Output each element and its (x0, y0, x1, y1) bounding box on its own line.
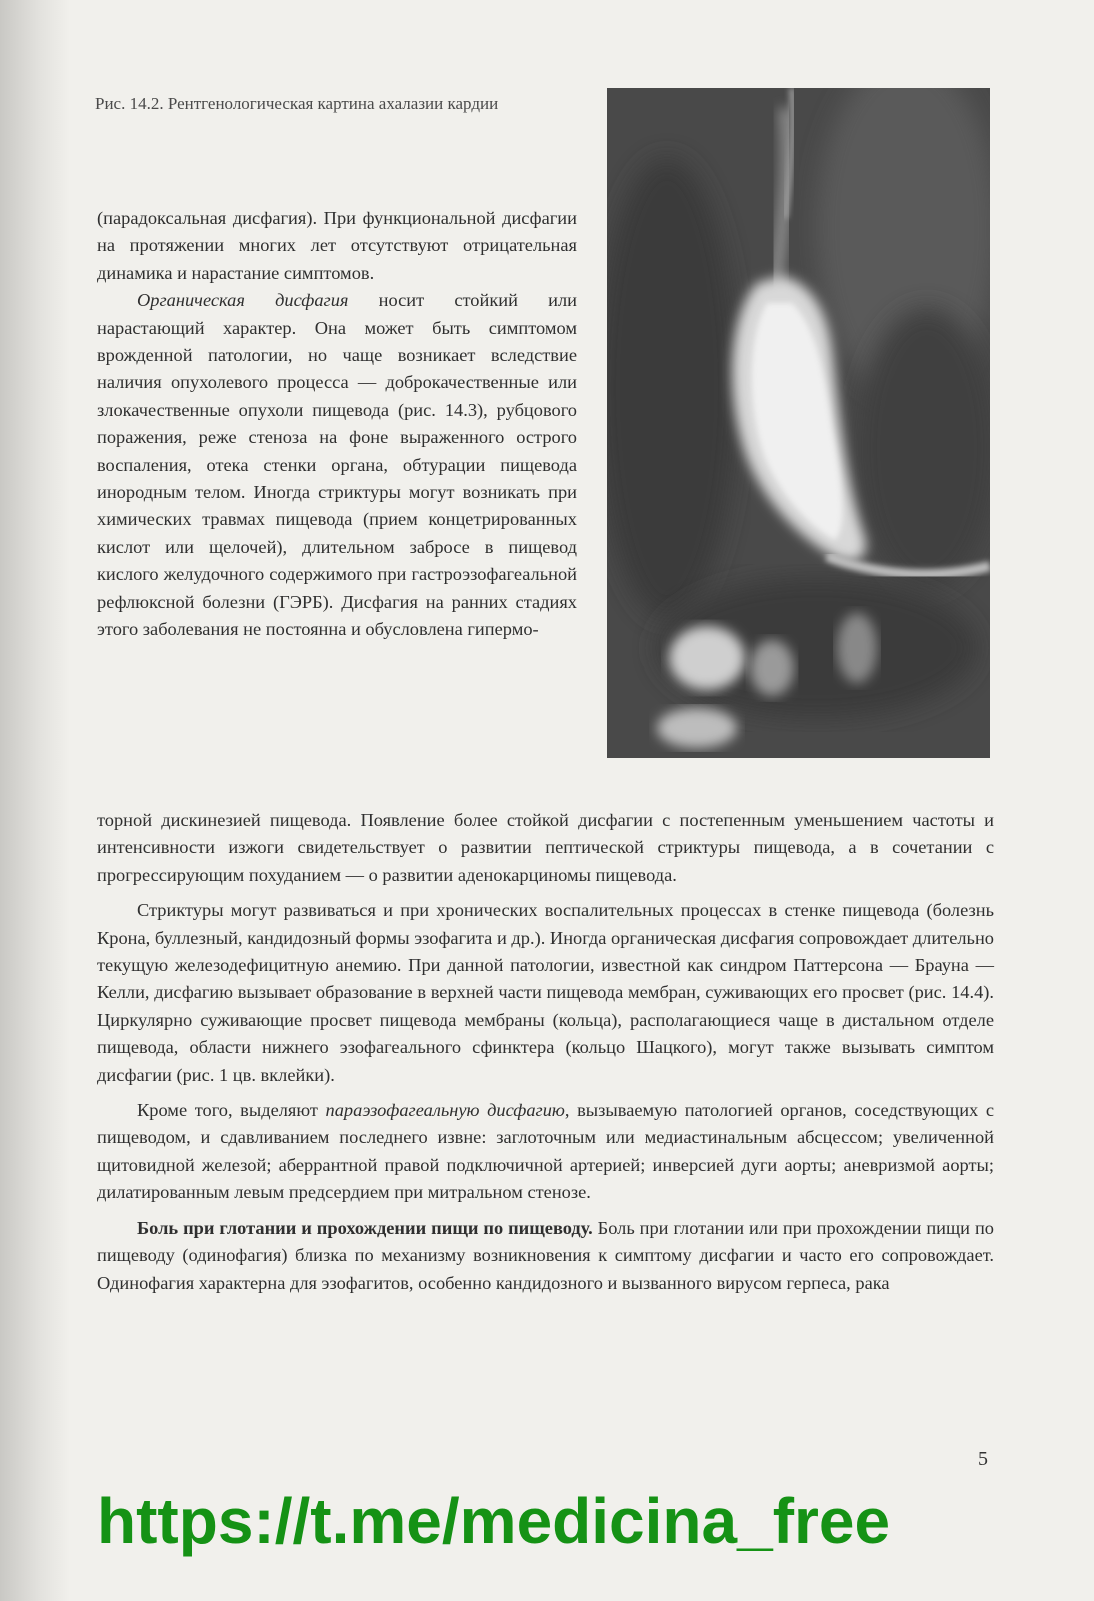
paragraph: Боль при глотании и прохождении пищи по пищеводу. Боль при глотании или при прохождении пищи по пищеводу (одинофагия) близка по механизму возникновения к симптому дисфагии и часто его сопровождает. Одинофагия характерна для эзофагитов, особенно кандидозного и вызванного вирусом герпеса, рака (97, 1217, 994, 1293)
term-italic: параэзофагеальную дисфагию (325, 1100, 565, 1121)
paragraph: Органическая дисфагия носит стойкий или нарастающий характер. Она может быть симптомом врожденной патологии, но чаще возникает вследствие наличия опухолевого процесса — доброкачественные или злокачественные опухоли пищевода (рис. 14.3), рубцового поражения, реже стеноза на фоне выраженного острого воспаления, отека стенки органа, обтурации пищевода инородным телом. Иногда стриктуры могут возникать при химических травмах пищевода (прием концетрированных кислот или щелочей), длительном забросе в пищевод кислого желудочного содержимого при гастроэзофагеальной рефлюксной болезни (ГЭРБ). Дисфагия на ранних стадиях этого заболевания не постоянна и обусловлена гипермо- (97, 290, 577, 640)
section-heading: Боль при глотании и прохождении пищи по пищеводу. (137, 1217, 593, 1238)
column-text (97, 205, 577, 644)
paragraph: Стриктуры могут развиваться и при хронических воспалительных процессах в стенке пищевода (болезнь Крона, буллезный, кандидозный формы эзофагита и др.). Иногда органическая дисфагия сопровождает длительно текущую железодефицитную анемию. При данной патологии, известной как синдром Паттерсона — Брауна — Келли, дисфагию вызывает образование в верхней части пищевода мембран, суживающих его просвет (рис. 14.4). Циркулярно суживающие просвет пищевода мембраны (кольца), располагающиеся чаще в дистальном отделе пищевода, области нижнего эзофагеального сфинктера (кольцо Шацкого), могут также вызывать симптом дисфагии (рис. 1 цв. вклейки). (97, 900, 994, 1085)
main-text (97, 807, 994, 1297)
page-number: 5 (978, 1448, 988, 1470)
paragraph: торной дискинезией пищевода. Появление более стойкой дисфагии с постепенным уменьшением частоты и интенсивности изжоги свидетельствует о развитии пептической стриктуры пищевода, а в сочетании с прогрессирующим похуданием — о развитии аденокарциномы пищевода. (97, 810, 994, 885)
figure-caption: Рис. 14.2. Рентгенологическая картина ахалазии кардии (95, 94, 499, 113)
watermark-link: https://t.me/medicina_free (97, 1485, 891, 1557)
page-binding-shadow (0, 0, 70, 1601)
term-italic: Органическая дисфагия (137, 290, 349, 311)
xray-image (607, 88, 990, 758)
paragraph: (парадоксальная дисфагия). При функциональной дисфагии на протяжении многих лет отсутствуют отрицательная динамика и нарастание симптомов. (97, 208, 577, 283)
paragraph: Кроме того, выделяют параэзофагеальную дисфагию, вызываемую патологией органов, соседствующих с пищеводом, и сдавливанием последнего извне: заглоточным или медиастинальным абсцессом; увеличенной щитовидной железой; аберрантной правой подключичной артерией; инверсией дуги аорты; аневризмой аорты; дилатированным левым предсердием при митральном стенозе. (97, 1100, 994, 1203)
